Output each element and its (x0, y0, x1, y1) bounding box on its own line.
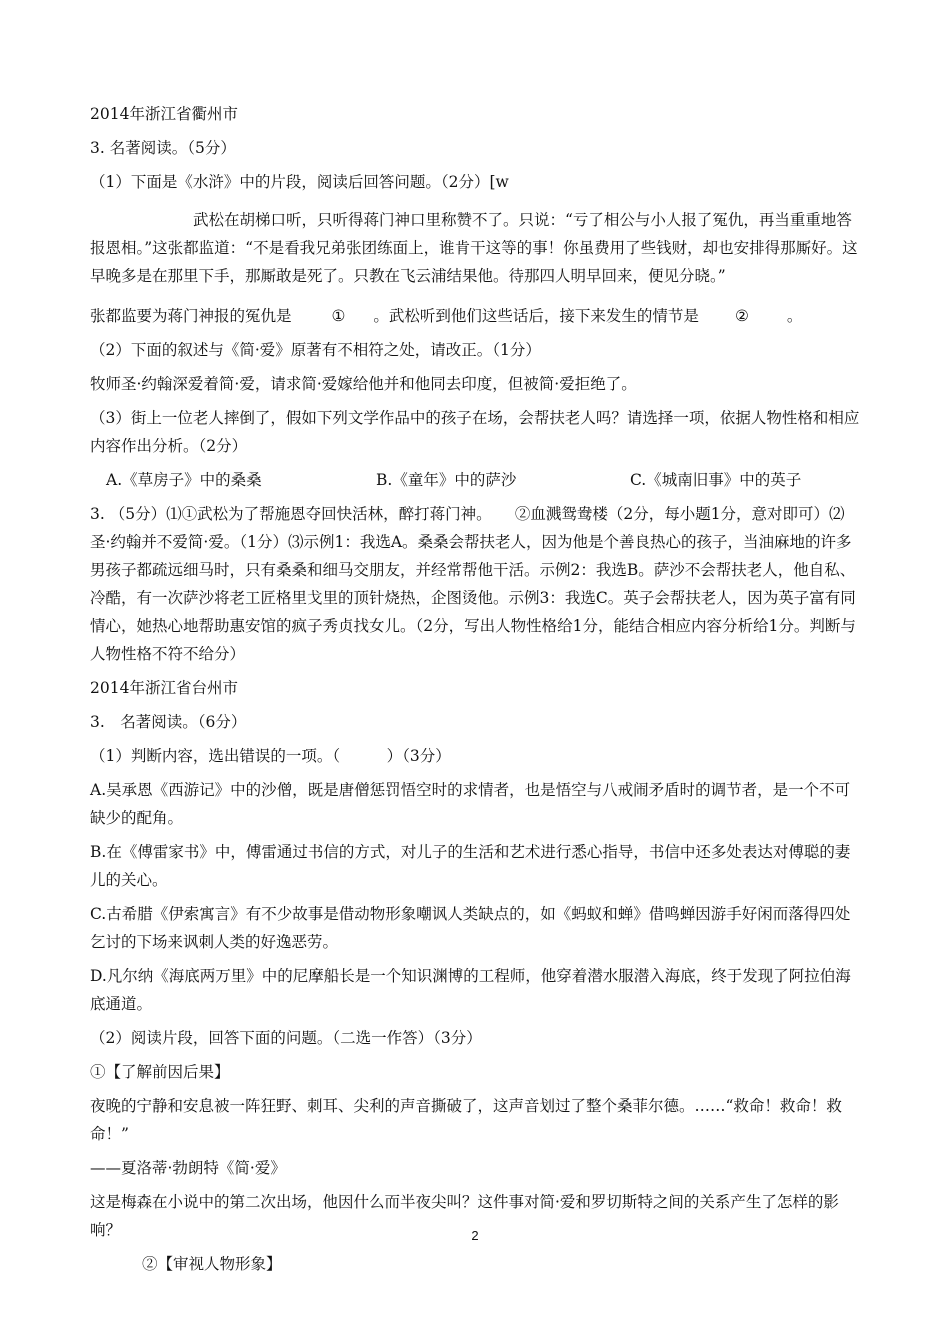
answer-text: 3. （5分）⑴①武松为了帮施恩夺回快活林，醉打蒋门神。 ②血溅鸳鸯楼（2分，每小题1分，意对即可）⑵圣·约翰并不爱简·爱。（1分）⑶示例1：我选A。桑桑会帮扶老人，因为他是个善良热心的孩子，当油麻地的许多男孩子都疏远细马时，只有桑桑和细马交朋友，并经常帮他干活。示例2：我选B。萨沙不会帮扶老人，他自私、冷酷，有一次萨沙将老工匠格里戈里的顶针烧热，企图烫他。示例3：我选C。英子会帮扶老人，因为英子富有同情心，她热心地帮助惠安馆的疯子秀贞找女儿。（2分，写出人物性格给1分，能结合相应内容分析给1分。判断与人物性格不符不给分） (90, 505, 856, 663)
section-header-taizhou: 2014年浙江省台州市 (90, 679, 238, 697)
sub-item-title: ②【审视人物形象】 (142, 1255, 282, 1273)
sub-item-title: ①【了解前因后果】 (90, 1063, 230, 1081)
section-header-quzhou: 2014年浙江省衢州市 (90, 105, 238, 123)
fill-text-a: 张都监要为蒋门神报的冤仇是 (90, 307, 292, 325)
choice-list (90, 466, 860, 494)
option-b: B.在《傅雷家书》中，傅雷通过书信的方式，对儿子的生活和艺术进行悉心指导，书信中还多处表达对傅聪的妻儿的关心。 (90, 843, 851, 889)
option-a: A.吴承恩《西游记》中的沙僧，既是唐僧惩罚悟空时的求情者，也是悟空与八戒闹矛盾时的调节者，是一个不可缺少的配角。 (90, 781, 851, 827)
excerpt-passage: 武松在胡梯口听，只听得蒋门神口里称赞不了。只说：“亏了相公与小人报了冤仇，再当重重地答报恩相。”这张都监道：“不是看我兄弟张团练面上，谁肯干这等的事！你虽费用了些钱财，却也安排得那厮好。这早晚多是在那里下手，那厮敢是死了。只教在飞云浦结果他。待那四人明早回来，便见分晓。” (90, 211, 858, 285)
blank-marker-2: ② (734, 307, 749, 325)
excerpt-source: ——夏洛蒂·勃朗特《简·爱》 (90, 1159, 286, 1177)
fill-in-question (90, 302, 860, 330)
page-number: 2 (471, 1228, 479, 1243)
fill-text-c: 。 (786, 307, 803, 325)
document-body (90, 100, 860, 1278)
sub-item-question: 这是梅森在小说中的第二次出场，他因什么而半夜尖叫？这件事对简·爱和罗切斯特之间的关系产生了怎样的影响？ (90, 1193, 839, 1239)
sub-question-prompt: （3）街上一位老人摔倒了，假如下列文学作品中的孩子在场，会帮扶老人吗？请选择一项，依据人物性格和相应内容作出分析。（2分） (90, 409, 860, 455)
choice-a: A.《草房子》中的桑桑 (106, 471, 262, 489)
question-title: 3. 名著阅读。（5分） (90, 139, 236, 157)
excerpt-passage: 夜晚的宁静和安息被一阵狂野、刺耳、尖利的声音撕破了，这声音划过了整个桑菲尔德。……“救命！救命！救命！” (90, 1097, 842, 1143)
sub-question-prompt: （2）阅读片段，回答下面的问题。（二选一作答）（3分） (90, 1029, 482, 1047)
question-title: 3. 名著阅读。（6分） (90, 713, 247, 731)
blank-marker-1: ① (331, 307, 346, 325)
statement-text: 牧师圣·约翰深爱着简·爱，请求简·爱嫁给他并和他同去印度，但被简·爱拒绝了。 (90, 375, 637, 393)
fill-text-b: 。武松听到他们这些话后，接下来发生的情节是 (373, 307, 699, 325)
choice-c: C.《城南旧事》中的英子 (630, 471, 802, 489)
option-c: C.古希腊《伊索寓言》有不少故事是借动物形象嘲讽人类缺点的，如《蚂蚁和蝉》借鸣蝉因游手好闲而落得四处乞讨的下场来讽刺人类的好逸恶劳。 (90, 905, 851, 951)
sub-question-prompt: （2）下面的叙述与《简·爱》原著有不相符之处，请改正。（1分） (90, 341, 541, 359)
sub-question-prompt: （1）判断内容，选出错误的一项。（ ）（3分） (90, 747, 451, 765)
choice-b: B.《童年》中的萨沙 (376, 471, 517, 489)
option-d: D.凡尔纳《海底两万里》中的尼摩船长是一个知识渊博的工程师，他穿着潜水服潜入海底，终于发现了阿拉伯海底通道。 (90, 967, 851, 1013)
sub-question-prompt: （1）下面是《水浒》中的片段，阅读后回答问题。（2分）[w (90, 173, 509, 191)
